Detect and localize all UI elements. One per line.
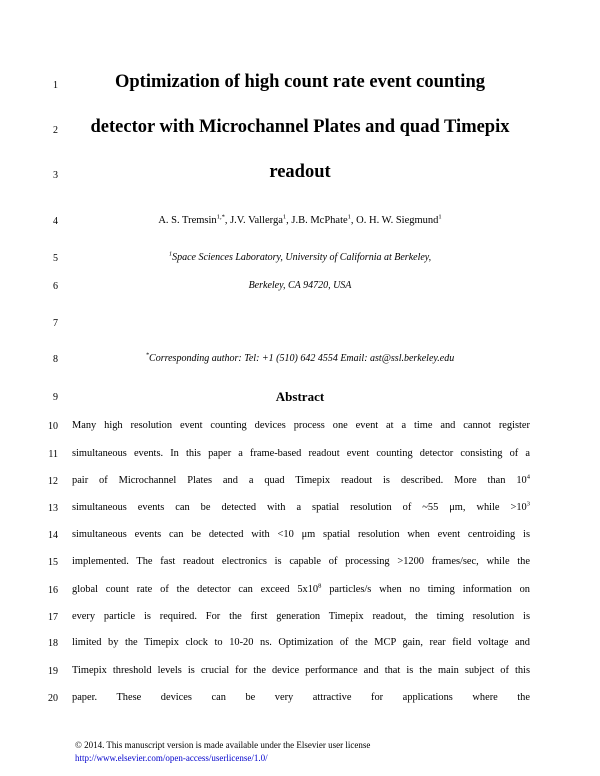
exponent: 8 [318, 582, 322, 590]
line-number: 11 [48, 449, 58, 460]
author-affiliation-mark: 1,* [216, 213, 225, 221]
line-number: 1 [53, 80, 58, 91]
abstract-line: Timepix threshold levels is crucial for the device performance and that is the main subject of this [72, 665, 530, 676]
affiliation-line [70, 252, 530, 263]
line-number: 19 [48, 666, 58, 677]
abstract-line: limited by the Timepix clock to 10-20 ns. Optimization of the MCP gain, rear field voltage and [72, 637, 530, 648]
corresponding-text: Corresponding author: Tel: +1 (510) 642 4554 Email: ast@ssl.berkeley.edu [149, 353, 455, 364]
line-number: 17 [48, 612, 58, 623]
paper-title-line: Optimization of high count rate event counting [115, 72, 485, 92]
line-number: 2 [53, 125, 58, 136]
line-number: 5 [53, 253, 58, 264]
abstract-line: every particle is required. For the first generation Timepix readout, the timing resolution is [72, 611, 530, 622]
line-number: 7 [53, 318, 58, 329]
author-name: , O. H. W. Siegmund [350, 215, 439, 226]
abstract-line: Many high resolution event counting devices process one event at a time and cannot register [72, 420, 530, 431]
exponent: 3 [526, 500, 530, 508]
author-affiliation-mark: 1 [282, 213, 287, 221]
corresponding-author [70, 353, 530, 364]
author-name: , J.V. Vallerga [224, 215, 283, 226]
paper-title-line: readout [269, 162, 331, 182]
author-name: A. S. Tremsin [158, 215, 217, 226]
author-name: , J.B. McPhate [286, 215, 348, 226]
corresponding-mark: * [145, 351, 150, 359]
affiliation-mark: 1 [168, 250, 173, 258]
abstract-text: simultaneous events can be detected with a spatial resolution of ~55 μm, while >10 [72, 502, 527, 513]
line-number: 13 [48, 503, 58, 514]
line-number: 6 [53, 281, 58, 292]
license-link[interactable]: http://www.elsevier.com/open-access/userlicense/1.0/ [75, 753, 268, 763]
author-affiliation-mark: 1 [347, 213, 351, 221]
line-number: 4 [53, 216, 58, 227]
license-notice: © 2014. This manuscript version is made available under the Elsevier user license [75, 740, 371, 750]
abstract-text: global count rate of the detector can exceed 5x10 [72, 584, 319, 595]
abstract-line: simultaneous events can be detected with <10 μm spatial resolution when event centroiding is [72, 529, 530, 540]
abstract-line: implemented. The fast readout electronics is capable of processing >1200 frames/sec, while the [72, 556, 530, 567]
line-number: 16 [48, 585, 58, 596]
abstract-line: paper. These devices can be very attractive for applications where the [72, 692, 530, 703]
abstract-line [72, 475, 530, 486]
line-number: 12 [48, 476, 58, 487]
line-number: 10 [48, 421, 58, 432]
abstract-line [72, 584, 530, 595]
author-affiliation-mark: 1 [438, 213, 442, 221]
line-number: 3 [53, 170, 58, 181]
abstract-line: simultaneous events. In this paper a frame-based readout event counting detector consisting of a [72, 448, 530, 459]
line-number: 14 [48, 530, 58, 541]
affiliation-text: Space Sciences Laboratory, University of California at Berkeley, [172, 252, 432, 263]
line-number: 8 [53, 354, 58, 365]
affiliation-line: Berkeley, CA 94720, USA [248, 280, 352, 291]
line-number: 15 [48, 557, 58, 568]
abstract-line [72, 502, 530, 513]
abstract-text: pair of Microchannel Plates and a quad Timepix readout is described. More than 10 [72, 475, 527, 486]
author-list [70, 215, 530, 226]
abstract-text: particles/s when no timing information on [321, 584, 530, 595]
exponent: 4 [526, 473, 530, 481]
paper-title-line: detector with Microchannel Plates and quad Timepix [90, 117, 510, 137]
line-number: 9 [53, 392, 58, 403]
line-number: 20 [48, 693, 58, 704]
abstract-heading: Abstract [275, 389, 325, 404]
line-number: 18 [48, 638, 58, 649]
